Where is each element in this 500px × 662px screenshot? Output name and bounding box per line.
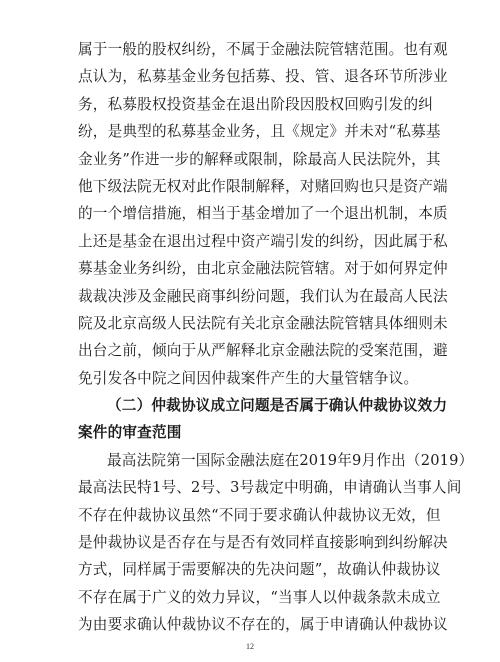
text-line: 属于一般的股权纠纷，不属于金融法院管辖范围。也有观 bbox=[78, 41, 448, 58]
text-line: 纷，是典型的私募基金业务，且《规定》并未对“私募基 bbox=[78, 123, 441, 141]
text-line: 是仲裁协议是否存在与是否有效同样直接影响到纠纷解决 bbox=[78, 534, 448, 552]
paragraph-arbitration bbox=[78, 447, 474, 639]
text-line: 出台之前，倾向于从严解释北京金融法院的受案范围，避 bbox=[78, 342, 448, 360]
text-line: 募基金业务纠纷，由北京金融法院管辖。对于如何界定仲 bbox=[78, 260, 448, 278]
document-body bbox=[78, 36, 474, 639]
text-line: 最高法院第一国际金融法庭在2019年9月作出（2019） bbox=[107, 451, 474, 469]
page-number: 12 bbox=[246, 642, 254, 651]
heading-line: 案件的审查范围 bbox=[78, 424, 182, 442]
paragraph-jurisdiction bbox=[78, 36, 448, 392]
text-line: 最高法民特1号、2号、3号裁定中明确，申请确认当事人间 bbox=[78, 479, 462, 497]
text-line: 点认为，私募基金业务包括募、投、管、退各环节所涉业 bbox=[78, 68, 448, 86]
text-line: 裁裁决涉及金融民商事纠纷问题，我们认为在最高人民法 bbox=[78, 287, 448, 305]
text-line: 上还是基金在退出过程中资产端引发的纠纷，因此属于私 bbox=[78, 232, 448, 250]
text-line: 金业务”作进一步的解释或限制，除最高人民法院外，其 bbox=[78, 150, 441, 168]
text-line: 免引发各中院之间因仲裁案件产生的大量管辖争议。 bbox=[78, 369, 419, 387]
text-line: 方式，同样属于需要解决的先决问题”，故确认仲裁协议 bbox=[78, 561, 441, 579]
text-line: 不存在属于广义的效力异议，“当事人以仲裁条款未成立 bbox=[78, 588, 441, 606]
heading-line: （二）仲裁协议成立问题是否属于确认仲裁协议效力 bbox=[107, 397, 448, 415]
text-line: 务，私募股权投资基金在退出阶段因股权回购引发的纠 bbox=[78, 95, 434, 113]
text-line: 不存在仲裁协议虽然“不同于要求确认仲裁协议无效，但 bbox=[78, 506, 441, 524]
text-line: 的一个增信措施，相当于基金增加了一个退出机制，本质 bbox=[78, 205, 448, 223]
text-line: 院及北京高级人民法院有关北京金融法院管辖具体细则未 bbox=[78, 314, 448, 332]
section-heading bbox=[78, 392, 448, 447]
text-line: 为由要求确认仲裁协议不存在的，属于申请确认仲裁协议 bbox=[78, 616, 448, 634]
text-line: 他下级法院无权对此作限制解释，对赌回购也只是资产端 bbox=[78, 177, 448, 195]
